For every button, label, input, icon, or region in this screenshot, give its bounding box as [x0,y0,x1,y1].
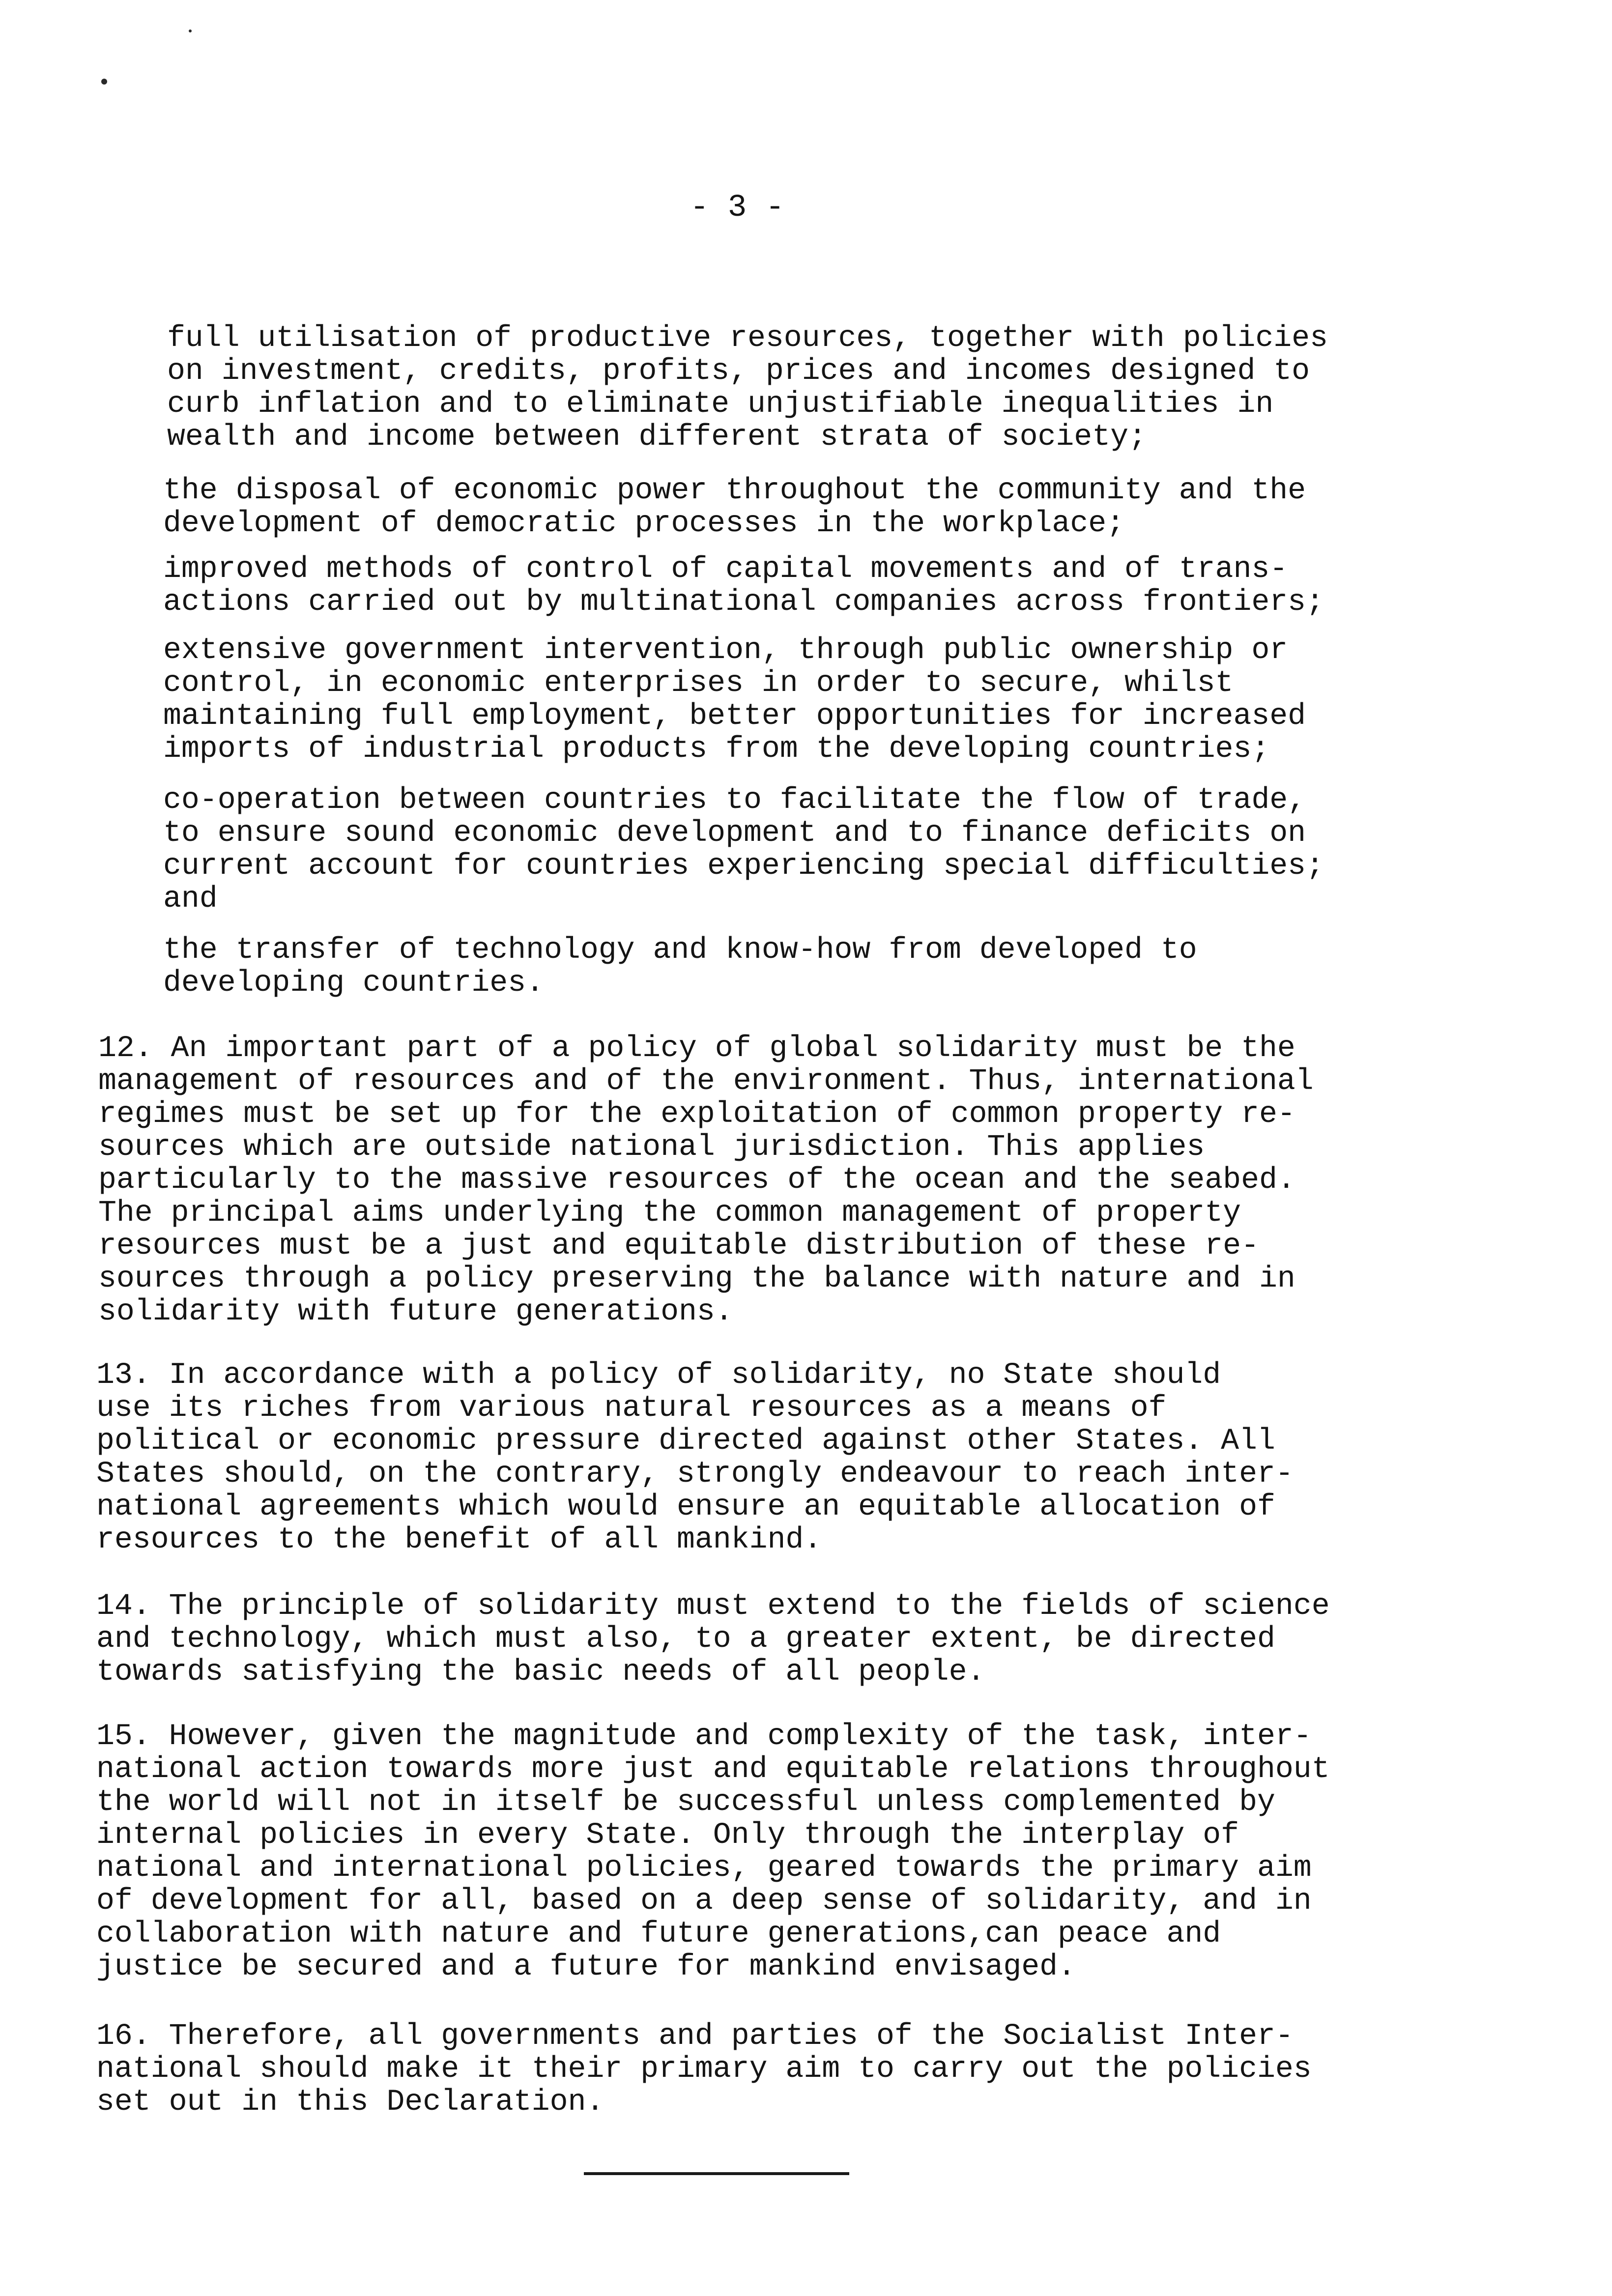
scan-speck [189,29,192,32]
paragraph-14: 14. The principle of solidarity must extend to the fields of science and technology, which must also, to a greater extent, be directed towards satisfying the basic needs of all people. [96,1589,1330,1689]
sub-item-technology-transfer: the transfer of technology and know-how from developed to developing countries. [163,933,1197,1000]
paragraph-16: 16. Therefore, all governments and parties of the Socialist Inter- national should make it their primary aim to carry out the policies set out in this Declaration. [96,2019,1312,2119]
sub-item-government-intervention: extensive government intervention, through public ownership or control, in economic enterprises in order to secure, whilst maintaining full employment, better opportunities for increased imports of industrial products from the developing countries; [163,633,1306,766]
closing-rule [584,2172,849,2175]
scan-speck [101,79,107,85]
paragraph-12: 12. An important part of a policy of global solidarity must be the management of resources and of the environment. Thus, international regimes must be set up for the exploitation of common property re- sources which are outside national jurisdiction. This applies particularly to the massive resources of the ocean and the seabed. The principal aims underlying the common management of property resources must be a just and equitable distribution of these re- sources through a policy preserving the balance with nature and in solidarity with future generations. [98,1032,1314,1329]
paragraph-13: 13. In accordance with a policy of solidarity, no State should use its riches from various natural resources as a means of political or economic pressure directed against other States. All States should, on the contrary, strongly endeavour to reach inter- national agreements which would ensure an equitable allocation of resources to the benefit of all mankind. [96,1358,1294,1557]
sub-item-economic-power: the disposal of economic power throughout the community and the development of democratic processes in the workplace; [163,474,1306,541]
sub-item-capital-movements: improved methods of control of capital movements and of trans- actions carried out by multinational companies across frontiers; [163,552,1324,619]
sub-item-full-utilisation: full utilisation of productive resources, together with policies on investment, credits, profits, prices and incomes designed to curb inflation and to eliminate unjustifiable inequalities in wealth and income between different strata of society; [167,321,1328,454]
sub-item-cooperation: co-operation between countries to facilitate the flow of trade, to ensure sound economic development and to finance deficits on current account for countries experiencing special difficulties; and [163,783,1324,916]
page-number: - 3 - [690,190,785,226]
paragraph-15: 15. However, given the magnitude and complexity of the task, inter- national action towards more just and equitable relations throughout the world will not in itself be successful unless complemented by internal policies in every State. Only through the interplay of national and international policies, geared towards the primary aim of development for all, based on a deep sense of solidarity, and in collaboration with nature and future generations,can peace and justice be secured and a future for mankind envisaged. [96,1720,1330,1984]
